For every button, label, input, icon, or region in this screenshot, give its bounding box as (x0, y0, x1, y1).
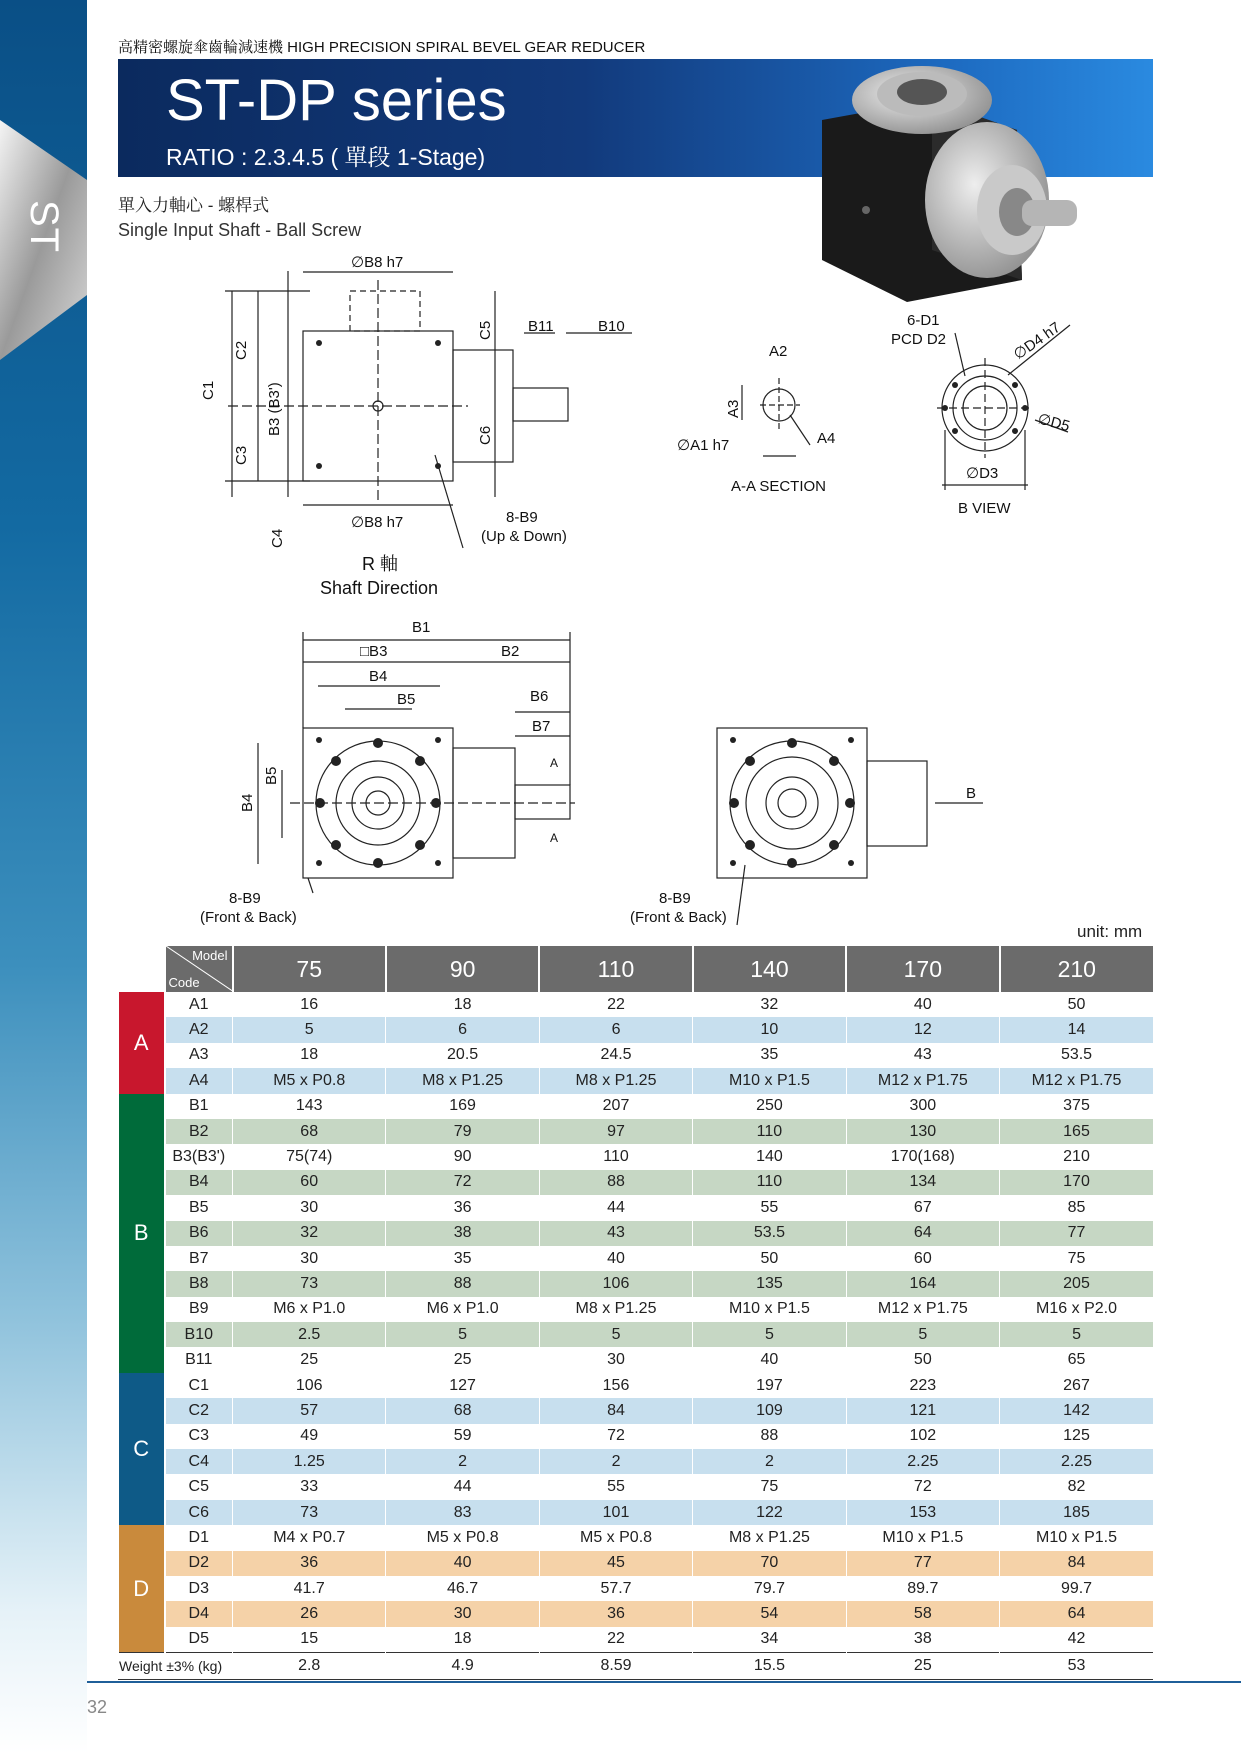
value-cell: 109 (693, 1398, 846, 1423)
weight-row (119, 1653, 1154, 1679)
code-cell: B3(B3') (165, 1144, 233, 1169)
value-cell: 18 (386, 1627, 539, 1653)
shaft-label-en: Shaft Direction (320, 578, 439, 598)
value-cell: 88 (386, 1271, 539, 1296)
ratio-text: RATIO : 2.3.4.5 ( 單段 1-Stage) (166, 144, 486, 170)
value-cell: 79.7 (693, 1576, 846, 1601)
label-a-bottom: A (550, 831, 559, 845)
value-cell: 90 (386, 1144, 539, 1169)
label-b9-fb-note: (Front & Back) (200, 909, 297, 926)
table-header-row (119, 946, 1154, 992)
weight-cell: 15.5 (693, 1653, 846, 1679)
section-label-chinese: 單入力軸心 - 螺桿式 (118, 196, 270, 215)
label-b3-square: □B3 (360, 643, 388, 660)
b-view-label: B VIEW (958, 500, 1011, 517)
value-cell: 99.7 (1000, 1576, 1153, 1601)
value-cell: 32 (233, 1221, 386, 1246)
table-row (119, 1322, 1154, 1347)
rear-view-body (717, 728, 867, 878)
value-cell: 18 (233, 1043, 386, 1068)
label-c5: C5 (477, 320, 494, 340)
value-cell: 6 (386, 1017, 539, 1042)
table-row (119, 992, 1154, 1017)
label-b-arrow: B (966, 785, 977, 802)
value-cell: M10 x P1.5 (1000, 1525, 1153, 1550)
aa-section-label: A-A SECTION (731, 478, 827, 495)
sidebar-tab-label: ST (22, 200, 66, 254)
value-cell: 44 (386, 1474, 539, 1499)
value-cell: 300 (846, 1094, 999, 1119)
table-row (119, 1373, 1154, 1398)
label-b1: B1 (412, 619, 431, 636)
value-cell: 58 (846, 1601, 999, 1626)
group-label-a: A (119, 992, 165, 1094)
value-cell: 2 (693, 1449, 846, 1474)
value-cell: 12 (846, 1017, 999, 1042)
value-cell: 72 (386, 1170, 539, 1195)
table-row (119, 1144, 1154, 1169)
value-cell: 5 (539, 1322, 692, 1347)
label-a3: A3 (725, 399, 742, 418)
value-cell: 38 (386, 1221, 539, 1246)
value-cell: 84 (1000, 1551, 1153, 1576)
value-cell: 165 (1000, 1119, 1153, 1144)
value-cell: M5 x P0.8 (539, 1525, 692, 1550)
code-cell: A1 (165, 992, 233, 1017)
model-header: 140 (693, 946, 846, 992)
value-cell: 26 (233, 1601, 386, 1626)
code-cell: D5 (165, 1627, 233, 1653)
label-c1: C1 (200, 380, 217, 400)
table-row (119, 1398, 1154, 1423)
code-cell: B7 (165, 1246, 233, 1271)
label-a-top: A (550, 756, 559, 770)
table-row (119, 1347, 1154, 1372)
value-cell: 40 (386, 1551, 539, 1576)
value-cell: 50 (693, 1246, 846, 1271)
label-b9-updown: 8-B9 (506, 509, 538, 526)
value-cell: M10 x P1.5 (693, 1068, 846, 1093)
value-cell: 77 (1000, 1221, 1153, 1246)
value-cell: 16 (233, 992, 386, 1017)
table-row (119, 1449, 1154, 1474)
label-b5-v: B5 (263, 766, 280, 785)
value-cell: 25 (233, 1347, 386, 1372)
value-cell: 25 (386, 1347, 539, 1372)
code-cell: D4 (165, 1601, 233, 1626)
value-cell: 60 (846, 1246, 999, 1271)
code-cell: D1 (165, 1525, 233, 1550)
value-cell: 75 (693, 1474, 846, 1499)
value-cell: 72 (539, 1424, 692, 1449)
value-cell: 30 (386, 1601, 539, 1626)
value-cell: 20.5 (386, 1043, 539, 1068)
value-cell: 73 (233, 1500, 386, 1525)
value-cell: 54 (693, 1601, 846, 1626)
table-row (119, 1195, 1154, 1220)
value-cell: 125 (1000, 1424, 1153, 1449)
value-cell: M4 x P0.7 (233, 1525, 386, 1550)
value-cell: 43 (539, 1221, 692, 1246)
group-label-d: D (119, 1525, 165, 1652)
code-cell: B2 (165, 1119, 233, 1144)
section-label-english: Single Input Shaft - Ball Screw (118, 220, 362, 240)
value-cell: 127 (386, 1373, 539, 1398)
label-pcd: PCD D2 (891, 331, 947, 348)
shaft-label-zh: R 軸 (362, 554, 398, 574)
value-cell: 15 (233, 1627, 386, 1653)
value-cell: 68 (386, 1398, 539, 1423)
spec-table (118, 946, 1153, 1680)
value-cell: M6 x P1.0 (386, 1297, 539, 1322)
model-header: 90 (386, 946, 539, 992)
value-cell: 143 (233, 1094, 386, 1119)
value-cell: M8 x P1.25 (539, 1068, 692, 1093)
value-cell: 169 (386, 1094, 539, 1119)
group-label-b: B (119, 1094, 165, 1373)
value-cell: M10 x P1.5 (693, 1297, 846, 1322)
value-cell: M12 x P1.75 (846, 1068, 999, 1093)
label-b11: B11 (528, 318, 554, 335)
value-cell: 72 (846, 1474, 999, 1499)
value-cell: 64 (846, 1221, 999, 1246)
value-cell: 1.25 (233, 1449, 386, 1474)
value-cell: 68 (233, 1119, 386, 1144)
value-cell: 101 (539, 1500, 692, 1525)
value-cell: 2.5 (233, 1322, 386, 1347)
table-row (119, 1094, 1154, 1119)
value-cell: 24.5 (539, 1043, 692, 1068)
value-cell: 10 (693, 1017, 846, 1042)
value-cell: 46.7 (386, 1576, 539, 1601)
value-cell: M5 x P0.8 (386, 1525, 539, 1550)
value-cell: 267 (1000, 1373, 1153, 1398)
value-cell: 2 (539, 1449, 692, 1474)
table-row (119, 1246, 1154, 1271)
page-number: 32 (87, 1697, 108, 1717)
value-cell: 185 (1000, 1500, 1153, 1525)
value-cell: 70 (693, 1551, 846, 1576)
value-cell: 83 (386, 1500, 539, 1525)
value-cell: 130 (846, 1119, 999, 1144)
value-cell: 140 (693, 1144, 846, 1169)
value-cell: 75(74) (233, 1144, 386, 1169)
model-header: 170 (846, 946, 999, 992)
value-cell: 88 (539, 1170, 692, 1195)
value-cell: 44 (539, 1195, 692, 1220)
code-cell: B5 (165, 1195, 233, 1220)
value-cell: 33 (233, 1474, 386, 1499)
weight-label: Weight ±3% (kg) (119, 1653, 233, 1679)
value-cell: 82 (1000, 1474, 1153, 1499)
label-b4-h: B4 (369, 668, 388, 685)
label-b2: B2 (501, 643, 520, 660)
value-cell: 18 (386, 992, 539, 1017)
table-row (119, 1474, 1154, 1499)
table-row (119, 1119, 1154, 1144)
value-cell: 88 (693, 1424, 846, 1449)
code-cell: C5 (165, 1474, 233, 1499)
weight-cell: 53 (1000, 1653, 1153, 1679)
value-cell: 36 (386, 1195, 539, 1220)
label-c6: C6 (477, 425, 494, 445)
value-cell: M8 x P1.25 (539, 1297, 692, 1322)
value-cell: 36 (233, 1551, 386, 1576)
table-row (119, 1271, 1154, 1296)
weight-cell: 25 (846, 1653, 999, 1679)
code-cell: A4 (165, 1068, 233, 1093)
table-row (119, 1017, 1154, 1042)
value-cell: 79 (386, 1119, 539, 1144)
code-cell: D2 (165, 1551, 233, 1576)
value-cell: 38 (846, 1627, 999, 1653)
value-cell: 42 (1000, 1627, 1153, 1653)
value-cell: 85 (1000, 1195, 1153, 1220)
value-cell: 49 (233, 1424, 386, 1449)
table-row (119, 1043, 1154, 1068)
value-cell: 55 (693, 1195, 846, 1220)
value-cell: 110 (693, 1119, 846, 1144)
code-cell: B1 (165, 1094, 233, 1119)
table-row (119, 1424, 1154, 1449)
value-cell: 223 (846, 1373, 999, 1398)
value-cell: 43 (846, 1043, 999, 1068)
code-cell: B9 (165, 1297, 233, 1322)
table-row (119, 1170, 1154, 1195)
value-cell: 375 (1000, 1094, 1153, 1119)
value-cell: 32 (693, 992, 846, 1017)
label-c2: C2 (233, 340, 250, 360)
header-spacer (119, 946, 165, 992)
code-cell: C4 (165, 1449, 233, 1474)
value-cell: 97 (539, 1119, 692, 1144)
value-cell: 36 (539, 1601, 692, 1626)
weight-cell: 4.9 (386, 1653, 539, 1679)
code-cell: B6 (165, 1221, 233, 1246)
header-code-label: Code (168, 975, 200, 990)
value-cell: 30 (233, 1195, 386, 1220)
value-cell: 59 (386, 1424, 539, 1449)
label-c4: C4 (269, 528, 286, 548)
value-cell: 205 (1000, 1271, 1153, 1296)
table-row (119, 1297, 1154, 1322)
table-row (119, 1500, 1154, 1525)
value-cell: 106 (539, 1271, 692, 1296)
weight-cell: 8.59 (539, 1653, 692, 1679)
label-b9-fb2: 8-B9 (659, 890, 691, 907)
footer-rule (87, 1681, 1241, 1683)
label-b9-fb2-note: (Front & Back) (630, 909, 727, 926)
code-cell: C3 (165, 1424, 233, 1449)
value-cell: 75 (1000, 1246, 1153, 1271)
page-subtitle: 高精密螺旋傘齒輪減速機 HIGH PRECISION SPIRAL BEVEL GEAR REDUCER (118, 39, 646, 56)
label-b9-updown-note: (Up & Down) (481, 528, 567, 545)
value-cell: 14 (1000, 1017, 1153, 1042)
value-cell: 5 (233, 1017, 386, 1042)
table-row (119, 1576, 1154, 1601)
value-cell: M16 x P2.0 (1000, 1297, 1153, 1322)
label-b8-top: ∅B8 h7 (351, 254, 404, 271)
label-c3: C3 (233, 445, 250, 465)
value-cell: M10 x P1.5 (846, 1525, 999, 1550)
value-cell: 22 (539, 1627, 692, 1653)
value-cell: 250 (693, 1094, 846, 1119)
value-cell: 65 (1000, 1347, 1153, 1372)
value-cell: 122 (693, 1500, 846, 1525)
table-row (119, 1221, 1154, 1246)
value-cell: 210 (1000, 1144, 1153, 1169)
code-cell: C1 (165, 1373, 233, 1398)
code-cell: B10 (165, 1322, 233, 1347)
value-cell: 30 (539, 1347, 692, 1372)
label-a4: A4 (817, 430, 836, 447)
value-cell: 60 (233, 1170, 386, 1195)
value-cell: 64 (1000, 1601, 1153, 1626)
value-cell: 45 (539, 1551, 692, 1576)
value-cell: 73 (233, 1271, 386, 1296)
header-model-label: Model (192, 948, 228, 963)
model-header: 210 (1000, 946, 1153, 992)
value-cell: 207 (539, 1094, 692, 1119)
value-cell: 156 (539, 1373, 692, 1398)
value-cell: 2.25 (1000, 1449, 1153, 1474)
table-row (119, 1525, 1154, 1550)
value-cell: 22 (539, 992, 692, 1017)
value-cell: 106 (233, 1373, 386, 1398)
page-title: ST-DP series (166, 68, 507, 133)
value-cell: 35 (386, 1246, 539, 1271)
table-row (119, 1627, 1154, 1653)
model-header: 75 (233, 946, 386, 992)
value-cell: 40 (846, 992, 999, 1017)
table-row (119, 1601, 1154, 1626)
value-cell: 41.7 (233, 1576, 386, 1601)
value-cell: 40 (539, 1246, 692, 1271)
value-cell: 5 (846, 1322, 999, 1347)
value-cell: 153 (846, 1500, 999, 1525)
value-cell: 35 (693, 1043, 846, 1068)
label-b3p: B3 (B3') (266, 382, 283, 436)
table-row (119, 1068, 1154, 1093)
code-cell: C2 (165, 1398, 233, 1423)
code-cell: C6 (165, 1500, 233, 1525)
value-cell: 102 (846, 1424, 999, 1449)
label-b9-fb: 8-B9 (229, 890, 261, 907)
label-b4-v: B4 (239, 793, 256, 812)
value-cell: 6 (539, 1017, 692, 1042)
value-cell: 110 (539, 1144, 692, 1169)
value-cell: 164 (846, 1271, 999, 1296)
code-cell: D3 (165, 1576, 233, 1601)
label-d1: 6-D1 (907, 312, 940, 329)
value-cell: 121 (846, 1398, 999, 1423)
value-cell: 40 (693, 1347, 846, 1372)
label-a2: A2 (769, 343, 788, 360)
value-cell: 135 (693, 1271, 846, 1296)
value-cell: 57 (233, 1398, 386, 1423)
value-cell: 5 (386, 1322, 539, 1347)
value-cell: 170(168) (846, 1144, 999, 1169)
value-cell: M6 x P1.0 (233, 1297, 386, 1322)
label-d4: ∅D4 h7 (1010, 318, 1064, 364)
value-cell: M12 x P1.75 (846, 1297, 999, 1322)
value-cell: 57.7 (539, 1576, 692, 1601)
value-cell: M5 x P0.8 (233, 1068, 386, 1093)
code-cell: B11 (165, 1347, 233, 1372)
value-cell: 84 (539, 1398, 692, 1423)
value-cell: 55 (539, 1474, 692, 1499)
value-cell: 50 (1000, 992, 1153, 1017)
value-cell: 34 (693, 1627, 846, 1653)
value-cell: 2.25 (846, 1449, 999, 1474)
label-b5-h: B5 (397, 691, 416, 708)
label-d5: ∅D5 (1035, 410, 1072, 436)
label-b10: B10 (598, 318, 625, 335)
value-cell: 110 (693, 1170, 846, 1195)
value-cell: M8 x P1.25 (693, 1525, 846, 1550)
header-corner (165, 946, 233, 992)
label-b7: B7 (532, 718, 551, 735)
value-cell: 170 (1000, 1170, 1153, 1195)
value-cell: 77 (846, 1551, 999, 1576)
table-row (119, 1551, 1154, 1576)
unit-label: unit: mm (1077, 922, 1143, 941)
label-a1: ∅A1 h7 (677, 437, 730, 454)
value-cell: 50 (846, 1347, 999, 1372)
value-cell: 2 (386, 1449, 539, 1474)
value-cell: 142 (1000, 1398, 1153, 1423)
label-b6: B6 (530, 688, 549, 705)
model-header: 110 (539, 946, 692, 992)
code-cell: B8 (165, 1271, 233, 1296)
value-cell: 67 (846, 1195, 999, 1220)
label-d3: ∅D3 (966, 465, 999, 482)
value-cell: 53.5 (693, 1221, 846, 1246)
value-cell: M12 x P1.75 (1000, 1068, 1153, 1093)
value-cell: 53.5 (1000, 1043, 1153, 1068)
code-cell: A3 (165, 1043, 233, 1068)
group-label-c: C (119, 1373, 165, 1525)
value-cell: M8 x P1.25 (386, 1068, 539, 1093)
value-cell: 5 (1000, 1322, 1153, 1347)
label-b8-bottom: ∅B8 h7 (351, 514, 404, 531)
code-cell: B4 (165, 1170, 233, 1195)
value-cell: 89.7 (846, 1576, 999, 1601)
code-cell: A2 (165, 1017, 233, 1042)
value-cell: 5 (693, 1322, 846, 1347)
value-cell: 30 (233, 1246, 386, 1271)
value-cell: 134 (846, 1170, 999, 1195)
value-cell: 197 (693, 1373, 846, 1398)
weight-cell: 2.8 (233, 1653, 386, 1679)
